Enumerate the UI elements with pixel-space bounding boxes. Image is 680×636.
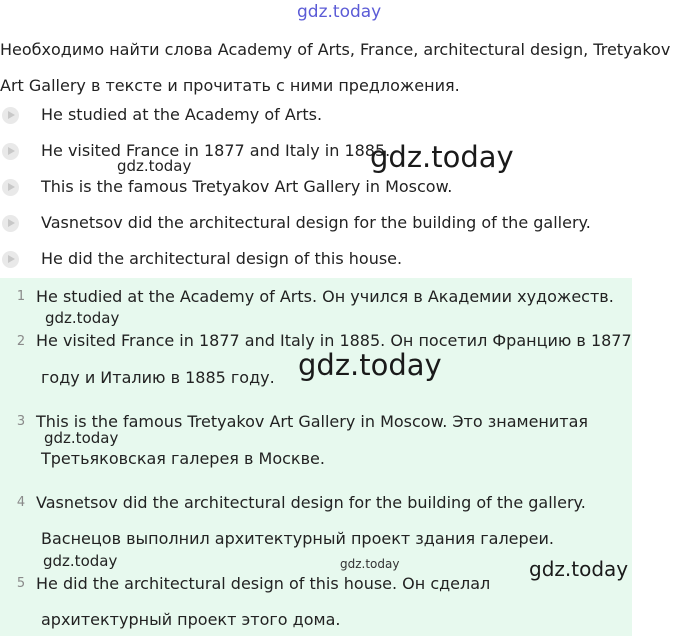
play-icon[interactable] [2, 143, 19, 160]
play-icon[interactable] [2, 107, 19, 124]
list-item [0, 170, 680, 206]
answer-number: 1 [16, 289, 26, 304]
list-item [0, 98, 680, 134]
sentence-text: This is the famous Tretyakov Art Gallery in Moscow. [41, 177, 453, 196]
answer-number: 4 [16, 495, 26, 510]
intro-line-1: Необходимо найти слова Academy of Arts, France, architectural design, Tretyakov [0, 40, 671, 59]
list-item [0, 242, 680, 278]
watermark: gdz.today [45, 309, 120, 327]
watermark: gdz.today [44, 429, 119, 447]
intro-line-2: Art Gallery в тексте и прочитать с ними предложения. [0, 76, 460, 95]
sentence-text: He studied at the Academy of Arts. [41, 105, 323, 124]
play-icon[interactable] [2, 179, 19, 196]
answer-line-1: He studied at the Academy of Arts. Он учился в Академии художеств. [36, 287, 614, 306]
play-icon[interactable] [2, 215, 19, 232]
watermark: gdz.today [43, 552, 118, 570]
answer-line-1: Vasnetsov did the architectural design for the building of the gallery. [36, 493, 586, 512]
watermark: gdz.today [298, 348, 442, 382]
list-item [0, 134, 680, 174]
sentence-text: Vasnetsov did the architectural design for the building of the gallery. [41, 213, 591, 232]
watermark: gdz.today [529, 557, 629, 581]
answer-number: 2 [16, 334, 26, 349]
answer-line-2: году и Италию в 1885 году. [41, 368, 275, 387]
answers-panel [0, 278, 632, 636]
answer-number: 5 [16, 576, 26, 591]
watermark: gdz.today [117, 157, 192, 175]
play-icon[interactable] [2, 251, 19, 268]
watermark-top: gdz.today [297, 2, 382, 22]
answer-line-1: He did the architectural design of this house. Он сделал [36, 574, 491, 593]
answer-line-1: This is the famous Tretyakov Art Gallery in Moscow. Это знаменитая [36, 412, 589, 431]
answer-line-2: Васнецов выполнил архитектурный проект здания галереи. [41, 529, 554, 548]
answer-line-2: архитектурный проект этого дома. [41, 610, 341, 629]
answer-line-2: Третьяковская галерея в Москве. [41, 449, 325, 468]
task-instructions [0, 32, 680, 104]
sentence-list [0, 98, 680, 278]
watermark: gdz.today [370, 140, 514, 174]
watermark: gdz.today [340, 557, 400, 571]
answer-number: 3 [16, 414, 26, 429]
list-item [0, 206, 680, 242]
sentence-text: He visited France in 1877 and Italy in 1885. [41, 141, 391, 160]
sentence-text: He did the architectural design of this house. [41, 249, 403, 268]
answer-line-1: He visited France in 1877 and Italy in 1885. Он посетил Францию в 1877 [36, 331, 632, 350]
